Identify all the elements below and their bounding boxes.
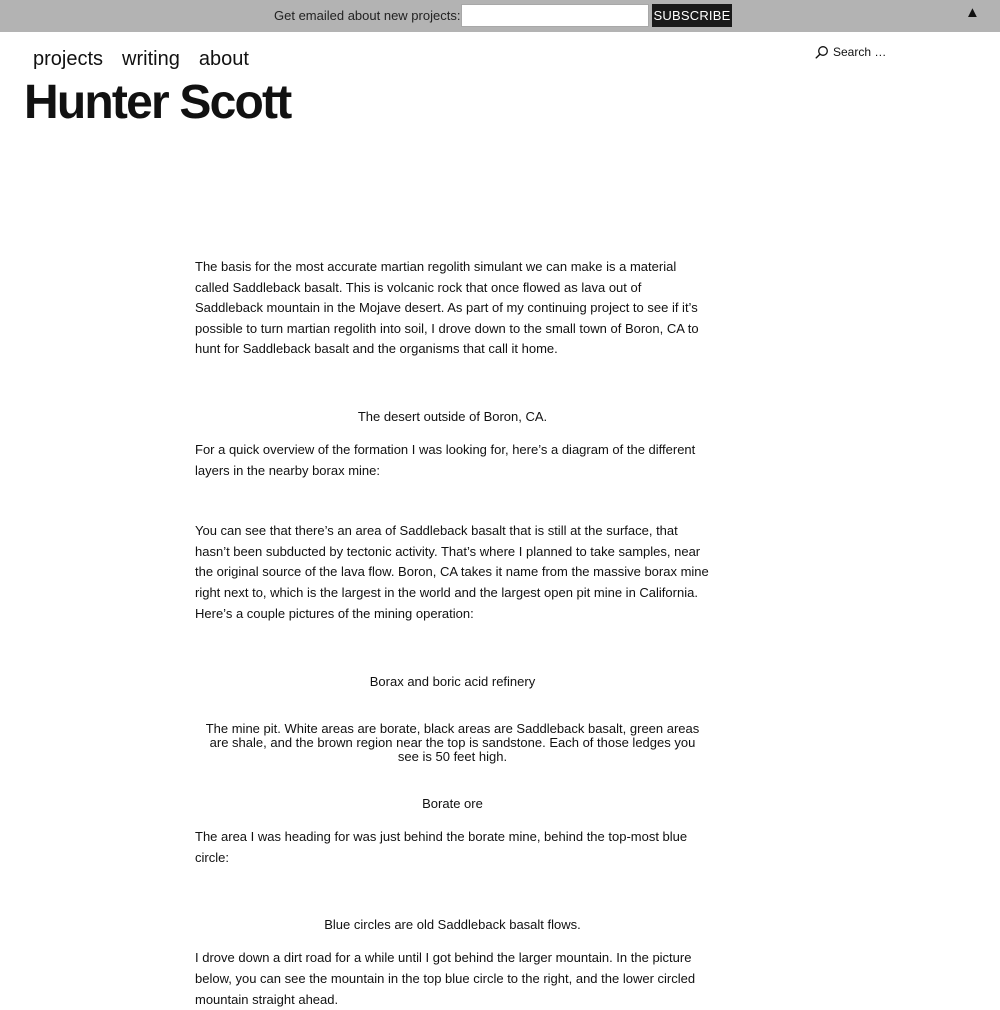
subscribe-email-input[interactable] [461,4,649,27]
collapse-arrow-icon[interactable]: ▲ [965,4,980,21]
article-content [195,257,710,1010]
article-paragraph: The basis for the most accurate martian regolith simulant we can make is a material called Saddleback basalt. This is volcanic rock that once flowed as lava out of Saddleback mountain in the Mojave desert. As part of my continuing project to see if it’s possible to turn martian regolith into soil, I drove down to the small town of Boron, CA to hunt for Saddleback basalt and the organisms that call it home. [195,259,699,357]
article-paragraph: You can see that there’s an area of Saddleback basalt that is still at the surface, that hasn’t been subducted by tectonic activity. That’s where I planned to take samples, near the original source of the lava flow. Boron, CA takes it name from the massive borax mine right next to, which is the largest in the world and the largest open pit mine in California. Here’s a couple pictures of the mining operation: [195,523,709,621]
site-title[interactable]: Hunter Scott [24,76,291,129]
image-caption: Blue circles are old Saddleback basalt flows. [324,917,581,933]
search-box [815,45,943,59]
nav-item-about[interactable]: about [198,48,249,70]
search-input[interactable] [833,45,943,59]
article-paragraph: For a quick overview of the formation I was looking for, here’s a diagram of the different layers in the nearby borax mine: [195,441,696,478]
article-paragraph: I drove down a dirt road for a while until I got behind the larger mountain. In the picture below, you can see the mountain in the top blue circle to the right, and the lower circled mountain straight ahead. [195,950,696,1007]
image-caption: Borate ore [422,796,483,812]
nav-item-projects[interactable]: projects [33,48,104,70]
image-caption: The mine pit. White areas are borate, black areas are Saddleback basalt, green areas are shale, and the brown region near the top is sandstone. Each of those ledges you see is 50 feet high. [205,721,700,765]
subscribe-label: Get emailed about new projects: [274,8,461,23]
image-caption: The desert outside of Boron, CA. [357,408,548,424]
subscribe-button[interactable]: SUBSCRIBE [652,4,732,27]
nav-item-writing[interactable]: writing [122,48,180,70]
search-icon[interactable] [815,45,829,59]
subscribe-bar [0,0,1000,32]
main-nav [33,47,249,71]
image-caption: Borax and boric acid refinery [369,674,536,690]
article-paragraph: The area I was heading for was just behind the borate mine, behind the top-most blue circle: [195,829,688,865]
